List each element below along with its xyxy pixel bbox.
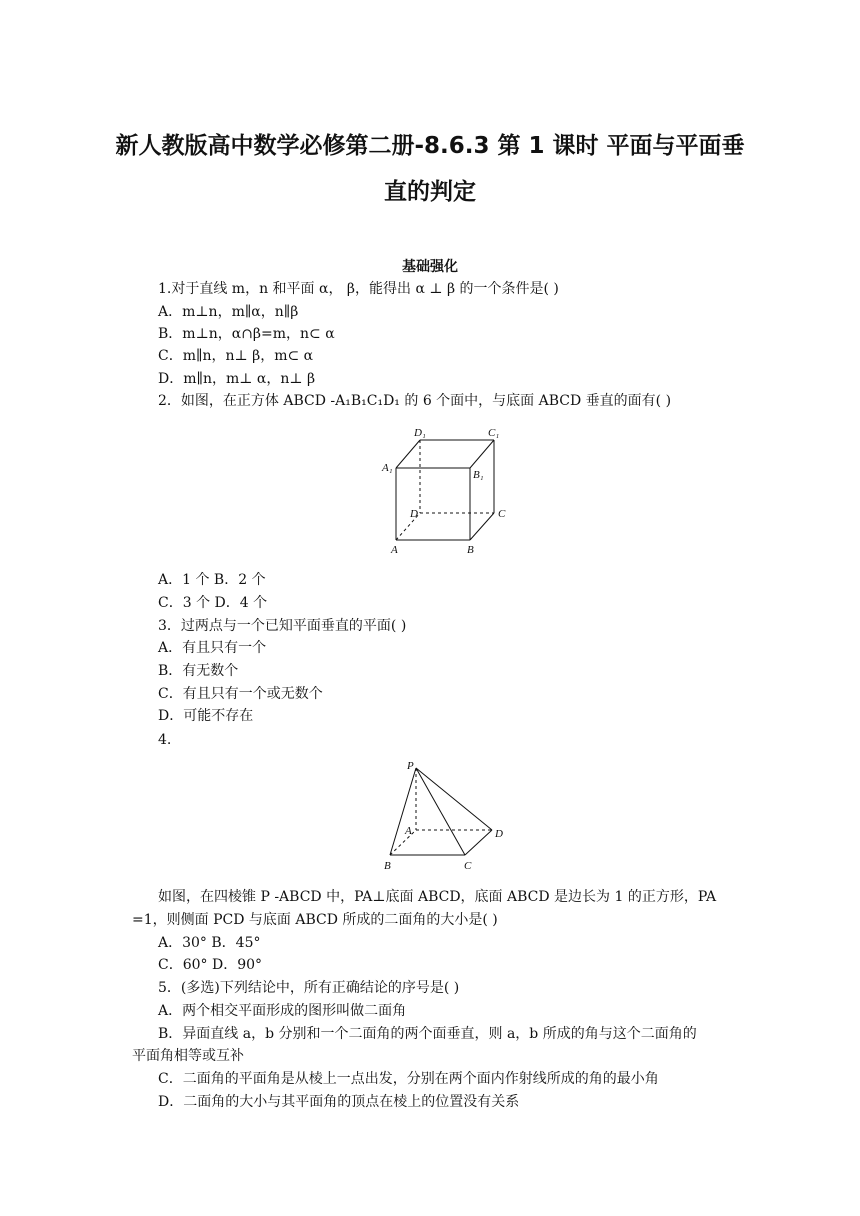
page-title-line-1: 新人教版高中数学必修第二册-8.6.3 第 1 课时 平面与平面垂: [115, 133, 745, 159]
question-2-options-row-1: A．1 个 B．2 个: [158, 572, 266, 588]
pyramid-figure: [370, 756, 520, 878]
pyramid-label-b: B: [384, 860, 391, 872]
cube-label-a: A: [391, 544, 398, 556]
question-1-stem: 1.对于直线 m，n 和平面 α， β，能得出 α ⊥ β 的一个条件是( ): [158, 281, 559, 297]
cube-label-d: D: [410, 508, 418, 520]
question-4-options-row-2: C．60° D．90°: [158, 957, 263, 973]
question-4-options-row-1: A．30° B．45°: [158, 935, 261, 951]
question-4-stem-line-2: =1，则侧面 PCD 与底面 ABCD 所成的二面角的大小是( ): [132, 912, 498, 928]
question-1-option-c: C．m∥n，n⊥ β，m⊂ α: [158, 348, 314, 364]
question-2-stem: 2．如图，在正方体 ABCD -A₁B₁C₁D₁ 的 6 个面中，与底面 ABCD 垂直的面有( ): [158, 393, 672, 409]
question-5-option-d: D．二面角的大小与其平面角的顶点在棱上的位置没有关系: [158, 1094, 520, 1110]
question-1-option-b: B．m⊥n，α∩β=m，n⊂ α: [158, 326, 335, 342]
question-3-option-b: B．有无数个: [158, 663, 239, 679]
question-5-option-b-line-2: 平面角相等或互补: [132, 1048, 244, 1064]
question-3-option-d: D．可能不存在: [158, 708, 254, 724]
cube-label-d1: D₁: [414, 427, 426, 439]
page-title-line-2: 直的判定: [384, 179, 476, 205]
pyramid-label-a: A: [405, 825, 412, 837]
section-heading: 基础强化: [402, 259, 458, 275]
cube-label-c: C: [498, 508, 506, 520]
cube-label-b: B: [467, 544, 474, 556]
cube-figure: [370, 420, 520, 560]
pyramid-label-d: D: [495, 828, 503, 840]
question-5-option-a: A．两个相交平面形成的图形叫做二面角: [158, 1003, 407, 1019]
question-1-option-d: D．m∥n，m⊥ α，n⊥ β: [158, 371, 316, 387]
cube-label-a1: A₁: [382, 462, 393, 474]
question-5-option-c: C．二面角的平面角是从棱上一点出发，分别在两个面内作射线所成的角的最小角: [158, 1071, 659, 1087]
question-5-stem: 5．(多选)下列结论中，所有正确结论的序号是( ): [158, 980, 460, 996]
question-3-option-a: A．有且只有一个: [158, 640, 267, 656]
question-4-stem-line-1: 如图，在四棱锥 P -ABCD 中，PA⊥底面 ABCD，底面 ABCD 是边长为 1 的正方形，PA: [158, 889, 717, 905]
pyramid-label-p: P: [407, 760, 414, 772]
pyramid-label-c: C: [464, 860, 472, 872]
question-2-options-row-2: C．3 个 D．4 个: [158, 595, 268, 611]
question-3-stem: 3．过两点与一个已知平面垂直的平面( ): [158, 618, 407, 634]
question-1-option-a: A．m⊥n，m∥α，n∥β: [158, 304, 299, 320]
question-4-number: 4.: [158, 732, 172, 748]
cube-label-c1: C₁: [488, 427, 500, 439]
cube-label-b1: B₁: [473, 469, 484, 481]
question-5-option-b-line-1: B．异面直线 a，b 分别和一个二面角的两个面垂直，则 a，b 所成的角与这个二面角的: [158, 1026, 697, 1042]
question-3-option-c: C．有且只有一个或无数个: [158, 686, 323, 702]
